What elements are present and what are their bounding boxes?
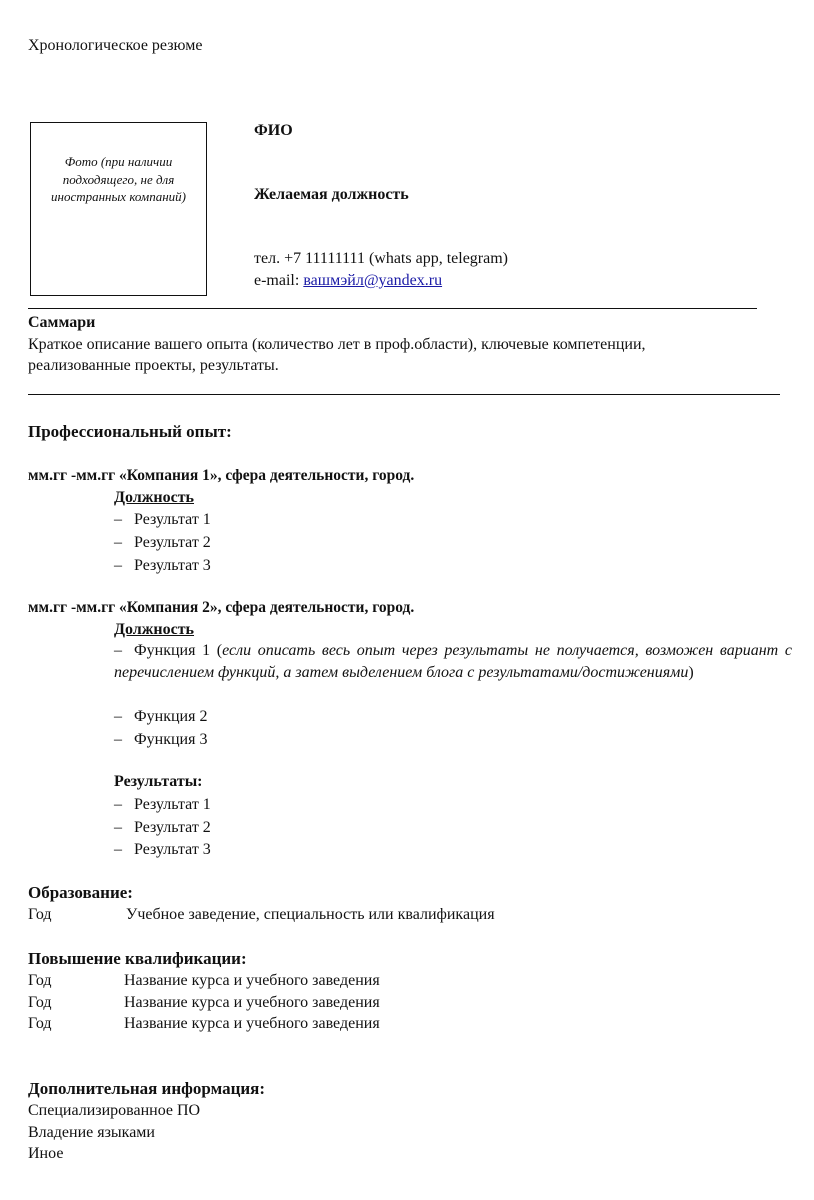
summary-text — [28, 334, 768, 376]
list-item: – Функция 3 — [114, 731, 208, 748]
summary-title: Саммари — [28, 314, 96, 331]
full-name: ФИО — [254, 122, 293, 139]
divider-summary — [28, 394, 780, 395]
list-item: – Результат 3 — [114, 557, 211, 574]
email-link[interactable]: вашмэйл@yandex.ru — [303, 272, 443, 289]
course-year: Год — [28, 994, 52, 1011]
education-year: Год — [28, 906, 52, 923]
additional-title: Дополнительная информация: — [28, 1079, 266, 1098]
summary-line: реализованные проекты, результаты. — [28, 357, 279, 374]
course-text: Название курса и учебного заведения — [124, 994, 380, 1011]
list-item: – Результат 2 — [114, 534, 211, 551]
education-title: Образование: — [28, 883, 133, 902]
education-text: Учебное заведение, специальность или квалификация — [126, 906, 495, 923]
phone-contact: тел. +7 11111111 (whats app, telegram) — [254, 250, 508, 267]
additional-item: Специализированное ПО — [28, 1102, 201, 1119]
job-2-header: мм.гг -мм.гг «Компания 2», сфера деятельности, город. — [28, 599, 415, 616]
list-item: – Результат 2 — [114, 819, 211, 836]
course-text: Название курса и учебного заведения — [124, 972, 380, 989]
desired-position: Желаемая должность — [254, 186, 409, 203]
experience-title: Профессиональный опыт: — [28, 422, 232, 441]
summary-line: Краткое описание вашего опыта (количество лет в проф.области), ключевые компетенции, — [28, 336, 646, 353]
function-1-note: если описать весь опыт через результаты не получается, возможен вариант с перечислением функций, а затем выделением блога с результатами/достижениями — [114, 642, 792, 681]
courses-title: Повышение квалификации: — [28, 949, 247, 968]
list-item: – Результат 1 — [114, 511, 211, 528]
course-text: Название курса и учебного заведения — [124, 1015, 380, 1032]
photo-placeholder-box — [30, 122, 207, 296]
course-year: Год — [28, 972, 52, 989]
job-2-position: Должность — [114, 621, 195, 638]
photo-placeholder-text: Фото (при наличии подходящего, не для иностранных компаний) — [51, 154, 186, 204]
list-item: – Результат 1 — [114, 796, 211, 813]
job-1-position: Должность — [114, 489, 195, 506]
document-type-title: Хронологическое резюме — [28, 37, 203, 54]
additional-item: Владение языками — [28, 1124, 155, 1141]
email-label: e-mail: — [254, 272, 304, 289]
additional-item: Иное — [28, 1145, 64, 1162]
email-contact — [254, 270, 442, 292]
course-year: Год — [28, 1015, 52, 1032]
job-2-function-1: – Функция 1 (если описать весь опыт через результаты не получается, возможен вариант с перечислением функций, а затем выделением блога с результатами/достижениями) — [114, 642, 792, 681]
divider-top — [28, 308, 757, 309]
job-1-header: мм.гг -мм.гг «Компания 1», сфера деятельности, город. — [28, 467, 415, 484]
list-item: – Функция 2 — [114, 708, 208, 725]
list-item: – Результат 3 — [114, 841, 211, 858]
job-2-results-title: Результаты: — [114, 773, 203, 790]
